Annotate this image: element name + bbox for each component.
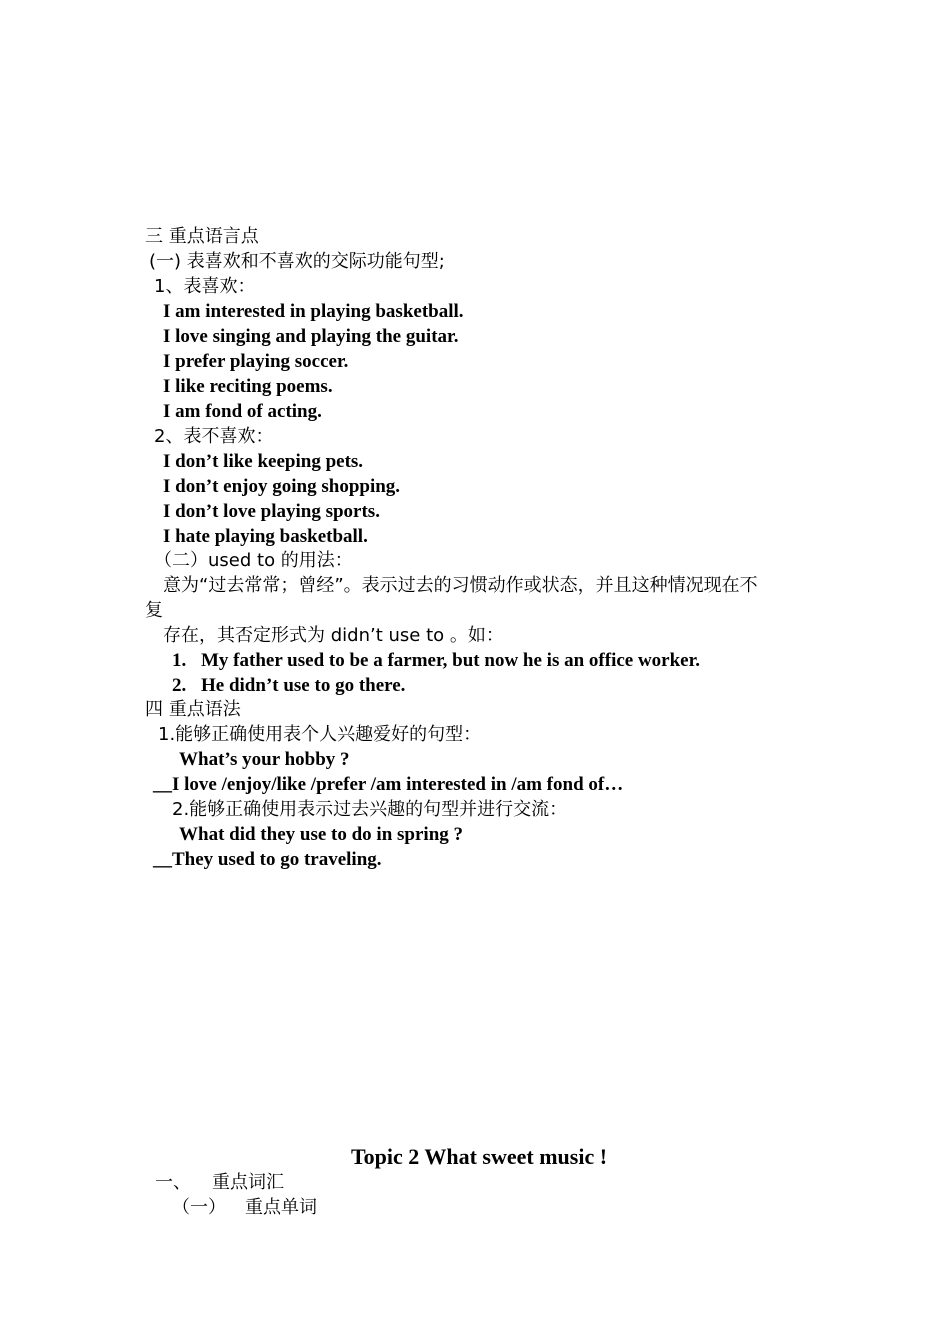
usage-text-wrap: 复: [145, 600, 163, 621]
grammar-item-1: 1.能够正确使用表个人兴趣爱好的句型：: [158, 724, 482, 745]
part-number: 一、: [155, 1172, 191, 1193]
usage-text: 意为“过去常常；曾经”。表示过去的习惯动作或状态，并且这种情况现在不: [163, 575, 758, 596]
list-item: I don’t love playing sports.: [163, 501, 380, 522]
question: What’s your hobby ?: [179, 749, 350, 770]
grammar-item-2: 2.能够正确使用表示过去兴趣的句型并进行交流：: [172, 799, 568, 820]
like-label: 1、表喜欢：: [154, 276, 256, 297]
answer: __I love /enjoy/like /prefer /am interested in /am fond of…: [153, 774, 624, 795]
list-item: I like reciting poems.: [163, 376, 333, 397]
sub-heading-likes-dislikes: (一) 表喜欢和不喜欢的交际功能句型;: [149, 251, 445, 272]
page-title: Topic 2 What sweet music !: [351, 1144, 608, 1169]
subpart-label: 重点单词: [245, 1197, 317, 1218]
part-label: 重点词汇: [212, 1172, 284, 1193]
section4-heading: 四 重点语法: [145, 699, 241, 720]
list-item: I hate playing basketball.: [163, 526, 368, 547]
list-item: I am interested in playing basketball.: [163, 301, 464, 322]
list-item: I love singing and playing the guitar.: [163, 326, 459, 347]
list-item: I prefer playing soccer.: [163, 351, 349, 372]
usage-text: 存在，其否定形式为 didn’t use to 。如：: [163, 625, 504, 646]
subpart-number: （一）: [172, 1197, 226, 1218]
example-number: 1.: [172, 650, 187, 671]
example-text: My father used to be a farmer, but now he is an office worker.: [201, 650, 701, 671]
list-item: I don’t enjoy going shopping.: [163, 476, 401, 497]
list-item: I don’t like keeping pets.: [163, 451, 364, 472]
example-number: 2.: [172, 675, 187, 696]
answer: __They used to go traveling.: [153, 849, 382, 870]
section3-heading: 三 重点语言点: [145, 226, 259, 247]
example-text: He didn’t use to go there.: [201, 675, 406, 696]
dislike-label: 2、表不喜欢：: [154, 426, 274, 447]
question: What did they use to do in spring ?: [179, 824, 464, 845]
sub-heading-used-to: （二）used to 的用法：: [154, 550, 353, 571]
list-item: I am fond of acting.: [163, 401, 322, 422]
